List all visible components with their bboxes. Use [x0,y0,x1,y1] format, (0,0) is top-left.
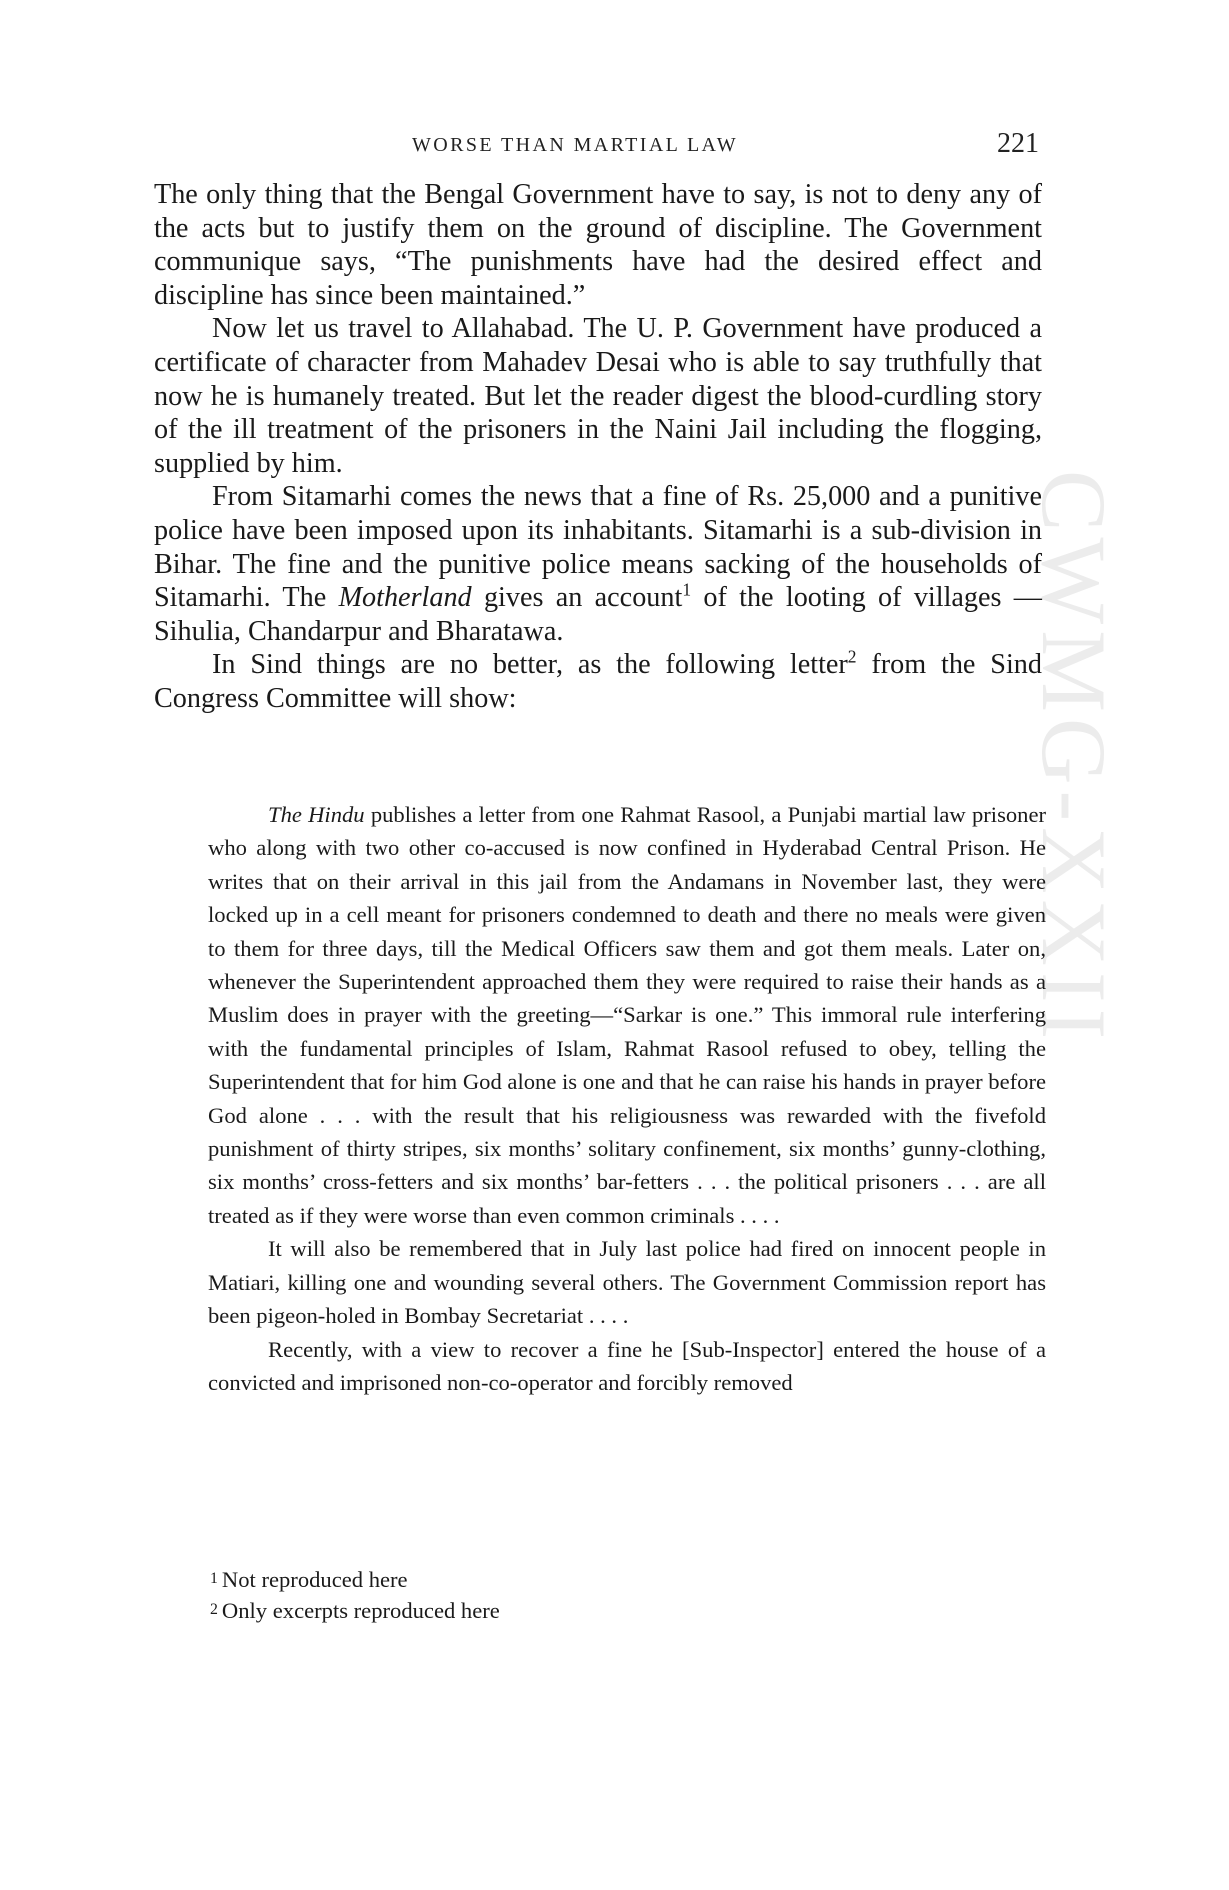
watermark: CWMG-XXII [1023,470,1125,1046]
paragraph [154,648,1042,715]
paragraph: Now let us travel to Allahabad. The U. P. Government have produced a certificate of character from Mahadev Desai who is able to say truthfully that now he is humanely treated. But let the reader digest the blood-curdling story of the ill treatment of the prisoners in the Naini Jail including the flogging, supplied by him. [154,313,1042,479]
quote-paragraph: It will also be remembered that in July last police had fired on innocent people in Matiari, killing one and wounding several others. The Government Commission report has been pigeon-holed in Bombay Secretariat . . . . [208,1236,1046,1329]
footnote [210,1595,500,1626]
footnote-ref: 1 [682,579,692,600]
quote-paragraph: Recently, with a view to recover a fine he [Sub-Inspector] entered the house of a convicted and imprisoned non-co-operator and forcibly removed [208,1336,1046,1395]
paragraph-text: of the looting of villages —Sihulia, Chandarpur and Bharatawa. [154,582,1042,647]
block-quote [208,798,1046,1399]
publication-title: Motherland [338,582,472,614]
publication-title: The Hindu [268,802,365,827]
quote-text: publishes a letter from one Rahmat Rasool, a Punjabi martial law prisoner who along with two other co-accused is now confined in Hyderabad Central Prison. He writes that on their arrival in this jail from the Andamans in November last, they were locked up in a cell meant for prisoners condemned to death and there no meals were given to them for three days, till the Medical Officers saw them and got them meals. Later on, whenever the Superintendent approached them they were required to raise their hands as a Muslim does in prayer with the greeting—“Sarkar is one.” This immoral rule interfering with the fundamental principles of Islam, Rahmat Rasool refused to obey, telling the Superintendent that for him God alone is one and that he can raise his hands in prayer before God alone . . . with the result that his religiousness was rewarded with the fivefold punishment of thirty stripes, six months’ solitary confinement, six months’ gunny-clothing, six months’ cross-fetters and six months’ bar-fetters . . . the political prisoners . . . are all treated as if they were worse than even common criminals . . . . [208,802,1047,1228]
footnote-ref: 2 [847,646,857,667]
page-number: 221 [997,128,1039,159]
main-text [154,178,1042,716]
paragraph-text: From Sitamarhi comes the news that a fine of Rs. 25,000 and a punitive police have been imposed upon its inhabitants. Sitamarhi is a sub-division in Bihar. The fine and the punitive police means sacking of the households of Sitamarhi. The [154,481,1042,614]
running-head: WORSE THAN MARTIAL LAW [412,134,739,156]
paragraph [154,480,1042,648]
quote-paragraph [208,798,1046,1232]
footnote [210,1564,500,1595]
footnote-mark: 2 [210,1601,218,1618]
paragraph: The only thing that the Bengal Government have to say, is not to deny any of the acts but to justify them on the ground of discipline. The Government communique says, “The punishments have had the desired effect and discipline has since been maintained.” [154,179,1042,311]
paragraph-text: In Sind things are no better, as the following letter [212,649,848,681]
footnote-mark: 1 [210,1570,218,1587]
footnotes [210,1564,500,1626]
paragraph-text: from the Sind Congress Committee will show: [154,649,1042,714]
footnote-text: Only excerpts reproduced here [221,1598,500,1623]
footnote-text: Not reproduced here [221,1567,408,1592]
paragraph-text: gives an account [471,582,683,614]
